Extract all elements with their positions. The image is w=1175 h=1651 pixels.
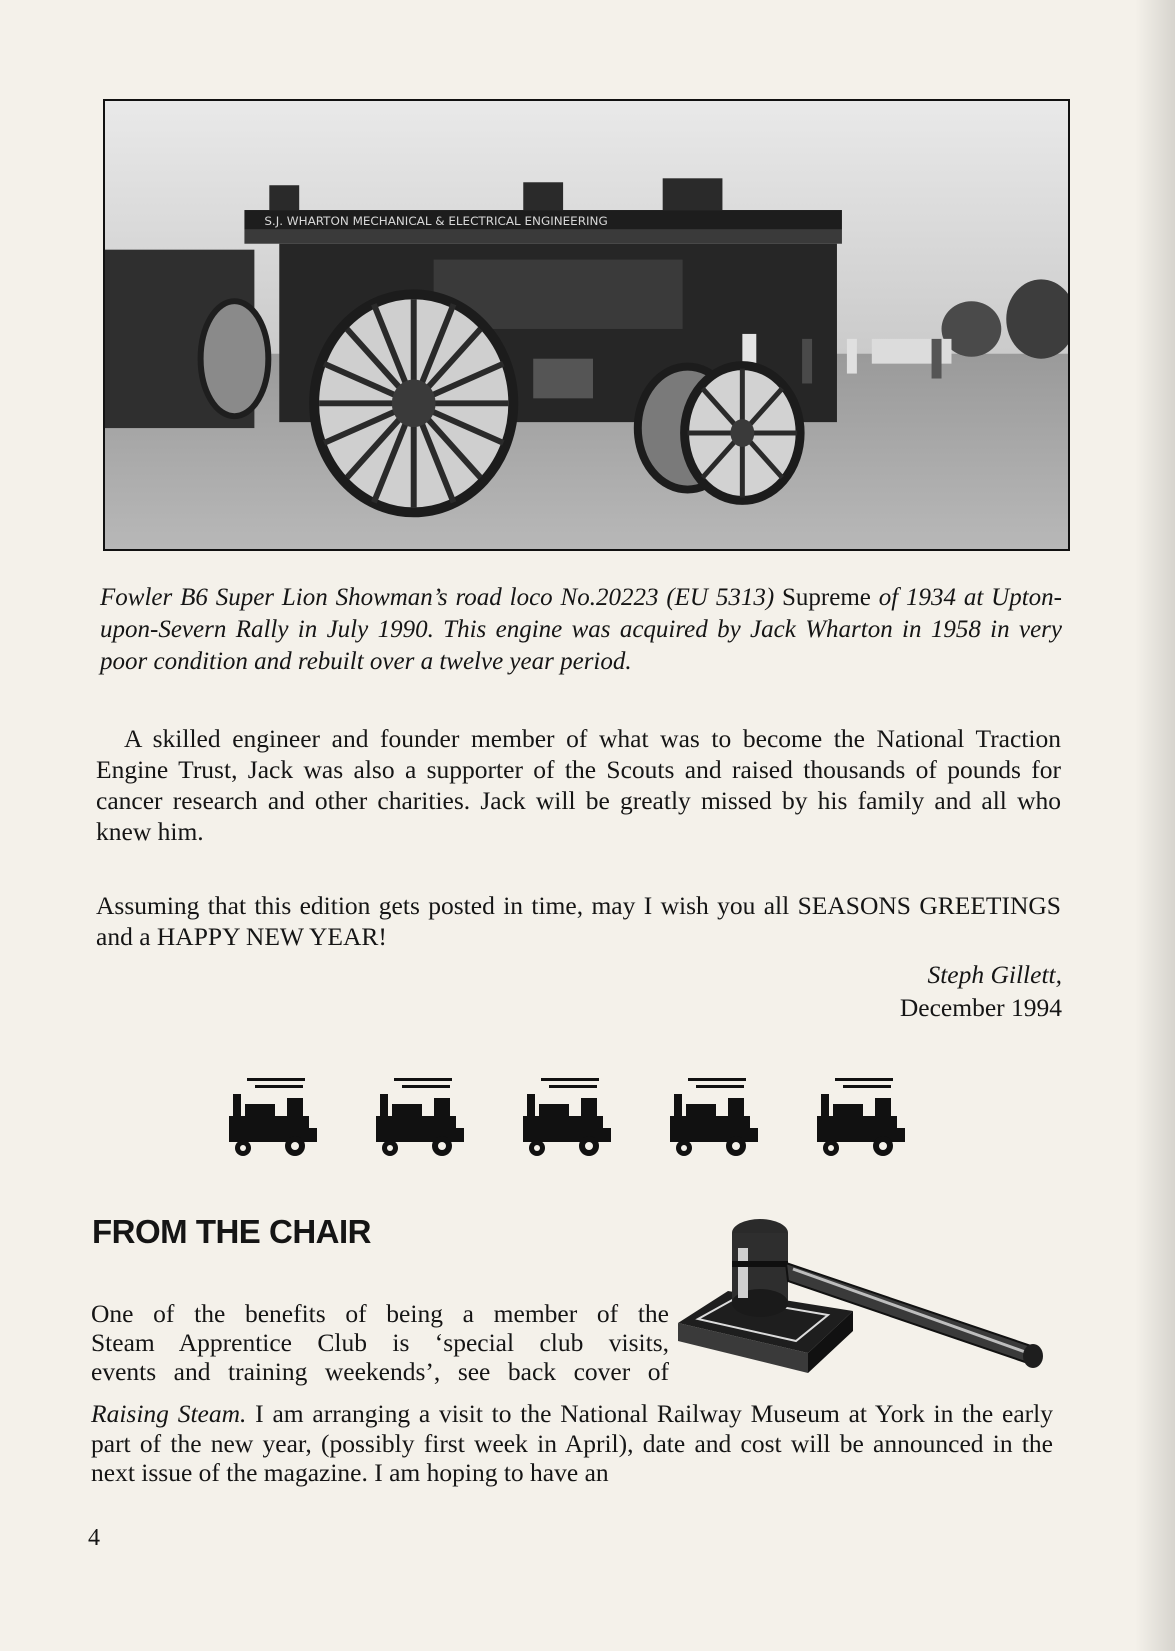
paragraph-jack-wharton: A skilled engineer and founder member of what was to become the National Traction Engine Trust, Jack was also a supporter of the Scouts and raised thousands of pounds for cancer research and other charities. Jack will be greatly missed by his family and all who knew him. bbox=[96, 724, 1061, 846]
traction-engine-icon bbox=[666, 1076, 762, 1158]
caption-engine-name: Supreme bbox=[782, 584, 871, 611]
photo-illustration bbox=[105, 101, 1068, 549]
chair-line-1: One of the benefits of being a member of the bbox=[91, 1299, 669, 1328]
traction-engine-photo bbox=[103, 99, 1070, 551]
signature-date: December 1994 bbox=[899, 993, 1062, 1022]
chair-line-2: Steam Apprentice Club is ‘special club visits, bbox=[91, 1328, 669, 1357]
photo-banner-text: S.J. WHARTON MECHANICAL & ELECTRICAL ENGINEERING bbox=[264, 213, 608, 228]
traction-engine-icon bbox=[519, 1076, 615, 1158]
signature-name: Steph Gillett, bbox=[927, 960, 1062, 989]
traction-engine-divider bbox=[225, 1076, 925, 1158]
caption-part-3: of 1934 at Upton-upon-Severn Rally in July 1990. This engine was acquired by Jack Wharton in 1958 in very poor condition and rebuilt over a twelve year period. bbox=[100, 584, 1063, 675]
chair-body-rest: I am arranging a visit to the National Railway Museum at York in the early part of the new year, (possibly first week in April), date and cost will be announced in the next issue of the magazine. I am hoping to have an bbox=[91, 1399, 1053, 1487]
paragraph-season-greetings: Assuming that this edition gets posted in time, may I wish you all SEASONS GREETINGS and a HAPPY NEW YEAR! bbox=[96, 891, 1061, 951]
chair-intro-lines bbox=[91, 1299, 669, 1386]
photo-caption bbox=[100, 582, 1062, 678]
chair-body-text bbox=[91, 1399, 1053, 1488]
gavel-icon bbox=[668, 1213, 1058, 1383]
chair-line-3: events and training weekends’, see back cover of bbox=[91, 1357, 669, 1386]
caption-part-1: Fowler B6 Super Lion Showman’s road loco No.20223 (EU 5313) bbox=[100, 584, 782, 611]
section-heading: FROM THE CHAIR bbox=[92, 1213, 371, 1250]
traction-engine-icon bbox=[225, 1076, 321, 1158]
traction-engine-icon bbox=[813, 1076, 909, 1158]
traction-engine-icon bbox=[372, 1076, 468, 1158]
page-edge-shadow bbox=[1135, 0, 1175, 1651]
magazine-title: Raising Steam. bbox=[91, 1399, 247, 1428]
page-number: 4 bbox=[88, 1525, 100, 1551]
signature-block bbox=[900, 958, 1062, 1024]
